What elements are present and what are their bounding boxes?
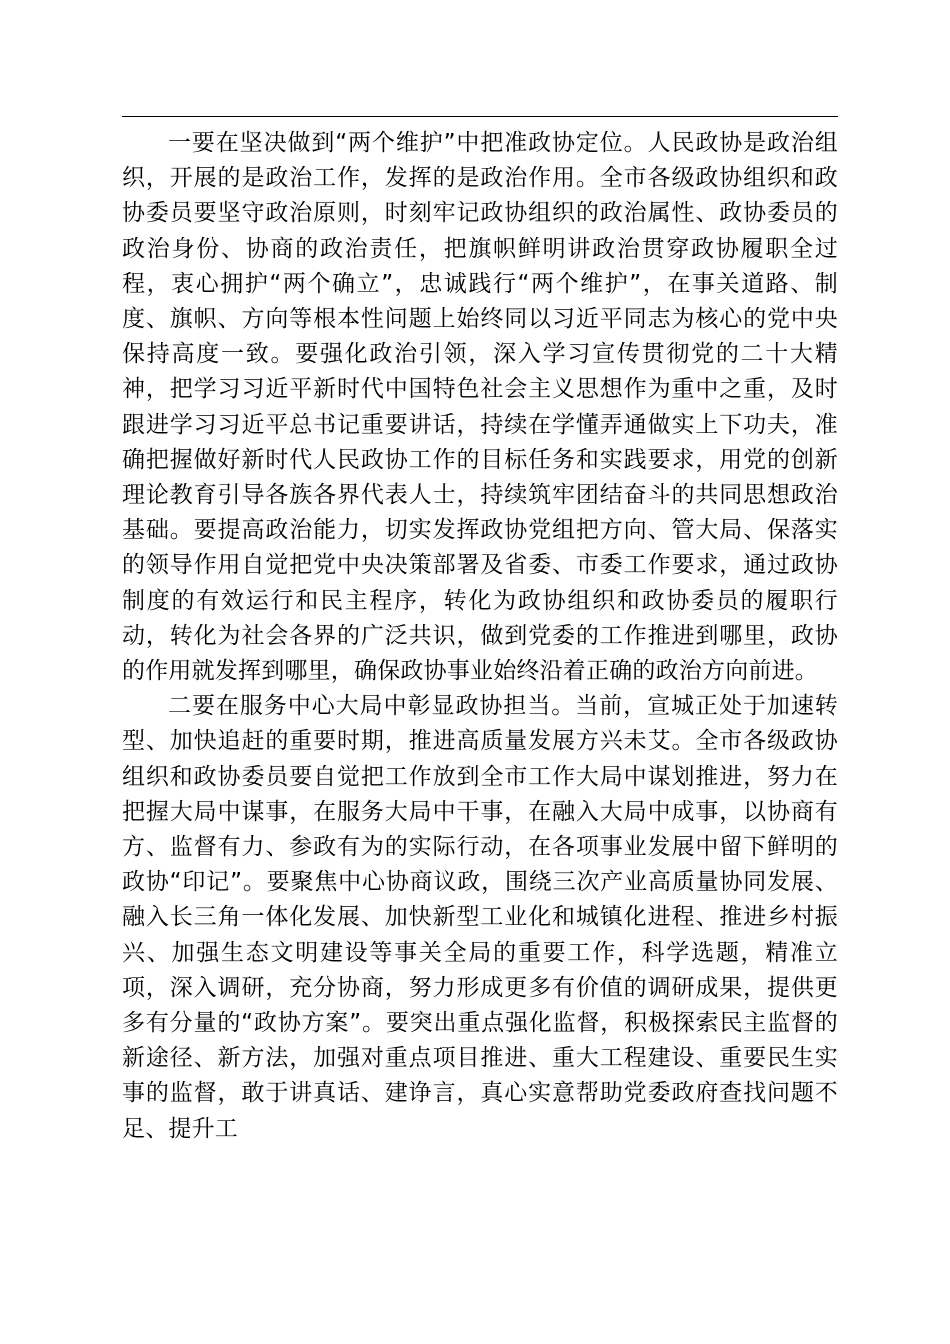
paragraph-1: 一要在坚决做到“两个维护”中把准政协定位。人民政协是政治组织，开展的是政治工作，发挥的是政治作用。全市各级政协组织和政协委员要坚守政治原则，时刻牢记政协组织的政治属性、政协委员的政治身份、协商的政治责任，把旗帜鲜明讲政治贯穿政协履职全过程，衷心拥护“两个确立”，忠诚践行“两个维护”，在事关道路、制度、旗帜、方向等根本性问题上始终同以习近平同志为核心的党中央保持高度一致。要强化政治引领，深入学习宣传贯彻党的二十大精神，把学习习近平新时代中国特色社会主义思想作为重中之重，及时跟进学习习近平总书记重要讲话，持续在学懂弄通做实上下功夫，准确把握做好新时代人民政协工作的目标任务和实践要求，用党的创新理论教育引导各族各界代表人士，持续筑牢团结奋斗的共同思想政治基础。要提高政治能力，切实发挥政协党组把方向、管大局、保落实的领导作用自觉把党中央决策部署及省委、市委工作要求，通过政协制度的有效运行和民主程序，转化为政协组织和政协委员的履职行动，转化为社会各界的广泛共识，做到党委的工作推进到哪里，政协的作用就发挥到哪里，确保政协事业始终沿着正确的政治方向前进。 [122, 130, 838, 685]
body-text [122, 126, 838, 1147]
paragraph-2: 二要在服务中心大局中彰显政协担当。当前，宣城正处于加速转型、加快追赶的重要时期，推进高质量发展方兴未艾。全市各级政协组织和政协委员要自觉把工作放到全市工作大局中谋划推进，努力在把握大局中谋事，在服务大局中干事，在融入大局中成事，以协商有方、监督有力、参政有为的实际行动，在各项事业发展中留下鲜明的政协“印记”。要聚焦中心协商议政，围绕三次产业高质量协同发展、融入长三角一体化发展、加快新型工业化和城镇化进程、推进乡村振兴、加强生态文明建设等事关全局的重要工作，科学选题，精准立项，深入调研，充分协商，努力形成更多有价值的调研成果，提供更多有分量的“政协方案”。要突出重点强化监督，积极探索民主监督的新途径、新方法，加强对重点项目推进、重大工程建设、重要民生实事的监督，敢于讲真话、建诤言，真心实意帮助党委政府查找问题不足、提升工 [122, 693, 838, 1142]
top-rule [122, 116, 838, 117]
